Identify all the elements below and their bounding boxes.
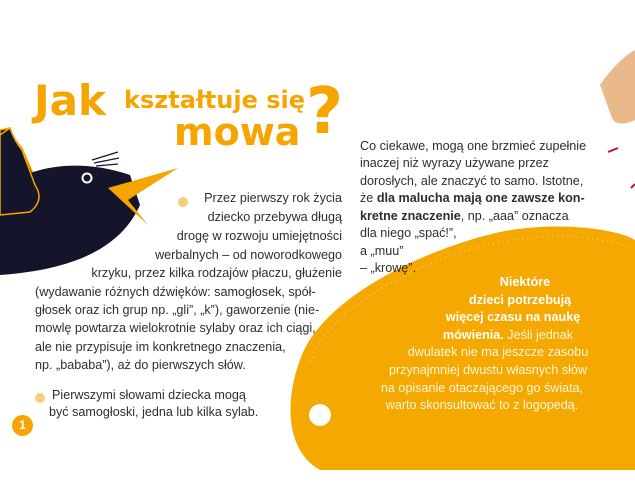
bird-illustration: [0, 128, 178, 275]
bold-text: dla malucha mają one zawsze kon-: [376, 191, 585, 205]
bold-text: mówienia.: [442, 328, 504, 342]
left-text-line: drogę w rozwoju umiejętności: [176, 229, 342, 243]
right-text-line: dla niego „spać!”,: [360, 226, 457, 240]
title-question-mark: ?: [306, 75, 344, 149]
red-dash: [631, 184, 635, 188]
callout-line: dzieci potrzebują: [468, 293, 572, 307]
title-word-jak: Jak: [34, 76, 106, 125]
left-text-line: dziecko przebywa długą: [207, 210, 342, 224]
right-text-line: – „krowę”.: [360, 261, 416, 275]
right-text-line: [360, 207, 569, 225]
right-text-line: dorosłych, ale znaczyć to samo. Istotne,: [360, 174, 584, 188]
right-text-line: inaczej niż wyrazy używane przez: [360, 156, 549, 170]
bird-crest-overlay: [0, 128, 39, 215]
right-text-line: Co ciekawe, mogą one brzmieć zupełnie: [360, 139, 587, 153]
title-word-mowa: mowa: [174, 110, 301, 154]
callout-line: [443, 326, 573, 344]
bullet-dot: [178, 194, 188, 212]
left-text-line: głosek oraz ich grup np. „gli”, „k”), gaworzenie (nie-: [35, 303, 320, 317]
hand-illustration: [600, 50, 635, 124]
text: , np. „aaa” oznacza: [460, 209, 569, 223]
callout-line: przynajmniej dwustu własnych słów: [388, 363, 588, 377]
left-text-line: być samogłoski, jedna lub kilka sylab.: [49, 405, 259, 419]
right-text-line: [360, 189, 585, 207]
left-text-line: (wydawanie różnych dźwięków: samogłosek, spół-: [35, 285, 316, 299]
page-number: 1: [12, 415, 33, 436]
text: Jeśli jednak: [503, 328, 574, 342]
left-text-line: np. „bababa”), aż do pierwszych słów.: [35, 358, 246, 372]
red-dash: [608, 148, 618, 152]
callout-white-dot: [309, 404, 331, 426]
title-word-ksztaltuje: kształtuje się: [124, 86, 305, 114]
text: że: [360, 191, 377, 205]
left-text-line: werbalnych – od noworodkowego: [155, 248, 342, 262]
left-text-line: mowlę powtarza wielokrotnie sylaby oraz ich ciągi,: [35, 321, 316, 335]
callout-line: warto skonsultować to z logopedą.: [385, 398, 579, 412]
left-text-line: krzyku, przez kilka rodzajów płaczu, głużenie: [91, 266, 342, 280]
bird-whiskers: [92, 152, 119, 166]
callout-line: dwulatek nie ma jeszcze zasobu: [407, 345, 589, 359]
bold-text: kretne znaczenie: [360, 209, 461, 223]
left-text-line: ale nie przypisuje im konkretnego znaczenia,: [35, 340, 286, 354]
bullet-dot: [35, 390, 45, 408]
callout-line: więcej czasu na naukę: [445, 310, 581, 324]
callout-line: Niektóre: [499, 275, 551, 289]
callout-line: na opisanie otaczającego go świata,: [380, 381, 584, 395]
left-text-line: Przez pierwszy rok życia: [204, 191, 342, 205]
right-text-line: a „muu”: [360, 244, 404, 258]
left-text-line: Pierwszymi słowami dziecka mogą: [52, 388, 246, 402]
